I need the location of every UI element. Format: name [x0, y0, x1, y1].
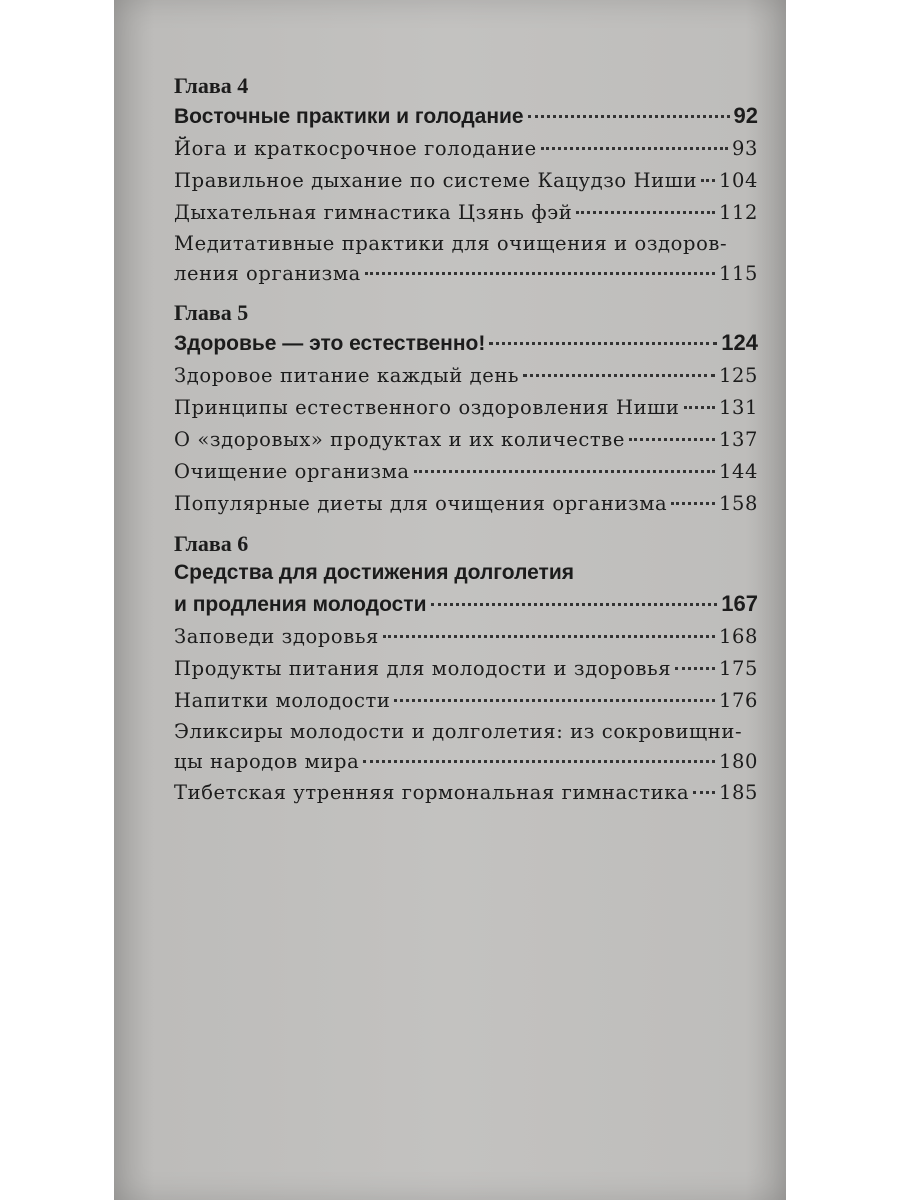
- chapter-5: [174, 299, 758, 520]
- dot-leader: [383, 635, 715, 638]
- page-number: 168: [718, 625, 758, 648]
- entry-title: Тибетская утренняя гормональная гимнастика: [174, 781, 690, 804]
- chapter-title: Восточные практики и голодание: [174, 105, 524, 128]
- chapter-6: [174, 530, 758, 809]
- page-number: 115: [718, 262, 758, 285]
- page-number: 167: [721, 591, 758, 616]
- dot-leader: [365, 272, 715, 275]
- page-number: 131: [718, 396, 758, 419]
- toc-entry: [174, 488, 758, 520]
- dot-leader: [671, 502, 715, 505]
- dot-leader: [523, 374, 715, 377]
- entry-title-line1: Эликсиры молодости и долголетия: из сокровищни-: [174, 720, 743, 743]
- entry-title: ления организма: [174, 262, 361, 285]
- entry-title: Популярные диеты для очищения организма: [174, 492, 668, 515]
- dot-leader: [394, 699, 714, 702]
- table-of-contents: [174, 72, 758, 819]
- page-number: 176: [718, 689, 758, 712]
- toc-entry: [174, 165, 758, 197]
- page-number: 93: [731, 137, 758, 160]
- chapter-title-line1: Средства для достижения долголетия: [174, 561, 574, 584]
- page-number: 158: [718, 492, 758, 515]
- dot-leader: [675, 667, 715, 670]
- chapter-title: Здоровье — это естественно!: [174, 332, 486, 355]
- toc-entry: [174, 392, 758, 424]
- entry-title: Заповеди здоровья: [174, 625, 379, 648]
- toc-entry: [174, 747, 758, 777]
- chapter-label: Глава 4: [174, 73, 249, 98]
- entry-title: Очищение организма: [174, 460, 410, 483]
- chapter-title-row: [174, 588, 758, 621]
- toc-entry: [174, 259, 758, 289]
- dot-leader: [693, 791, 715, 794]
- dot-leader: [576, 211, 715, 214]
- dot-leader: [541, 147, 728, 150]
- chapter-4: [174, 72, 758, 289]
- toc-entry: [174, 424, 758, 456]
- chapter-label: Глава 6: [174, 531, 249, 556]
- page-number: 125: [718, 364, 758, 387]
- entry-title: Дыхательная гимнастика Цзянь фэй: [174, 201, 573, 224]
- entry-title: Принципы естественного оздоровления Ниши: [174, 396, 680, 419]
- dot-leader: [363, 760, 715, 763]
- page-number: 104: [718, 169, 758, 192]
- page-number: 180: [718, 750, 758, 773]
- dot-leader: [629, 438, 715, 441]
- chapter-title-row: [174, 327, 758, 360]
- toc-entry: [174, 197, 758, 229]
- dot-leader: [684, 406, 715, 409]
- page-number: 92: [733, 103, 758, 128]
- dot-leader: [528, 115, 730, 118]
- entry-title: цы народов мира: [174, 750, 360, 773]
- entry-title: Продукты питания для молодости и здоровья: [174, 657, 672, 680]
- toc-entry: [174, 360, 758, 392]
- toc-entry: [174, 133, 758, 165]
- toc-entry: [174, 456, 758, 488]
- chapter-title: и продления молодости: [174, 593, 427, 616]
- entry-title: О «здоровых» продуктах и их количестве: [174, 428, 625, 451]
- toc-entry: [174, 777, 758, 809]
- dot-leader: [701, 179, 715, 182]
- page-number: 112: [718, 201, 758, 224]
- book-page: [114, 0, 786, 1200]
- chapter-title-row: [174, 100, 758, 133]
- toc-entry: [174, 685, 758, 717]
- page-number: 175: [718, 657, 758, 680]
- page-number: 185: [718, 781, 758, 804]
- page-number: 124: [721, 330, 758, 355]
- toc-entry: [174, 653, 758, 685]
- entry-title-line1: Медитативные практики для очищения и оздоров-: [174, 232, 728, 255]
- entry-title: Здоровое питание каждый день: [174, 364, 520, 387]
- toc-entry: [174, 621, 758, 653]
- chapter-label: Глава 5: [174, 300, 249, 325]
- page-number: 144: [718, 460, 758, 483]
- dot-leader: [431, 603, 718, 606]
- dot-leader: [489, 342, 717, 345]
- entry-title: Правильное дыхание по системе Кацудзо Ниши: [174, 169, 698, 192]
- entry-title: Йога и краткосрочное голодание: [174, 137, 537, 160]
- page-number: 137: [718, 428, 758, 451]
- entry-title: Напитки молодости: [174, 689, 391, 712]
- dot-leader: [414, 470, 715, 473]
